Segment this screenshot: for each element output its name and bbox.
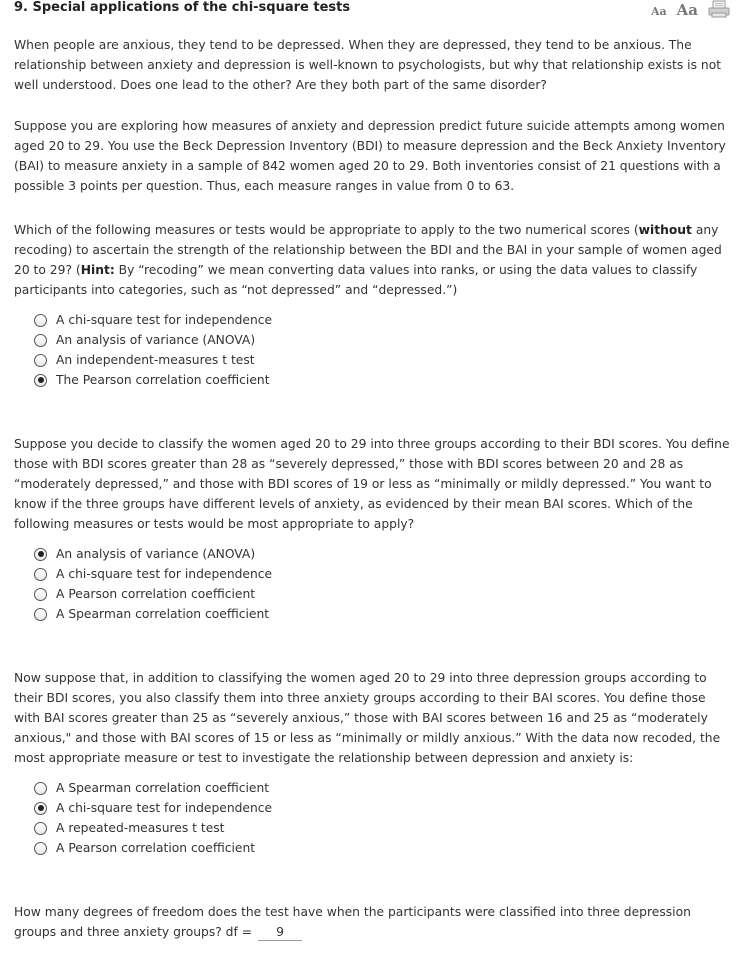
radio-button[interactable] (34, 782, 47, 795)
question-3-text: Now suppose that, in addition to classifying the women aged 20 to 29 into three depression groups according to their BDI scores, you also classify them into three anxiety groups according to their BAI scores. You define those with BAI scores greater than 25 as “severely anxious,” those with BAI scores between 16 and 25 as “moderately anxious," and those with BAI scores of 15 or less as “minimally or mildly anxious.” With the data now recoded, the most appropriate measure or test to investigate the relationship between depression and anxiety is: (14, 671, 721, 765)
q1-option[interactable] (34, 350, 434, 370)
intro-paragraph: When people are anxious, they tend to be depressed. When they are depressed, they tend to be anxious. The relationship between anxiety and depression is well-known to psychologists, but why that relationship exists is not well understood. Does one lead to the other? Are they both part of the same disorder? (14, 38, 722, 92)
setup-paragraph: Suppose you are exploring how measures of anxiety and depression predict future suicide attempts among women aged 20 to 29. You use the Beck Depression Inventory (BDI) to measure depression and the Beck Anxiety Inventory (BAI) to measure anxiety in a sample of 842 women aged 20 to 29. Both inventories consist of 21 questions with a possible 3 points per question. Thus, each measure ranges in value from 0 to 63. (14, 119, 726, 193)
option-label: The Pearson correlation coefficient (56, 373, 270, 387)
radio-button-selected[interactable] (34, 802, 47, 815)
option-label: An analysis of variance (ANOVA) (56, 547, 256, 561)
radio-button[interactable] (34, 568, 47, 581)
df-answer-input[interactable]: 9 (258, 924, 302, 941)
increase-font-button[interactable]: Aa (676, 1, 698, 19)
q1-option[interactable] (34, 330, 434, 350)
question-2-text: Suppose you decide to classify the women aged 20 to 29 into three groups according to their BDI scores. You define those with BDI scores greater than 28 as “severely depressed,” those with BDI scores between 20 and 28 as “moderately depressed,” and those with BDI scores of 19 or less as “minimally or mildly depressed.” You want to know if the three groups have different levels of anxiety, as evidenced by their mean BAI scores. Which of the following measures or tests would be most appropriate to apply? (14, 437, 730, 531)
radio-button[interactable] (34, 822, 47, 835)
page-title: 9. Special applications of the chi-square tests (14, 0, 351, 15)
q2-option[interactable] (34, 544, 434, 564)
radio-button[interactable] (34, 588, 47, 601)
radio-button-selected[interactable] (34, 374, 47, 387)
question-3-options (34, 778, 434, 858)
question-4-text (14, 902, 734, 942)
q3-option[interactable] (34, 778, 434, 798)
q1-bold-hint: Hint: (80, 263, 115, 277)
question-1-text (14, 220, 734, 300)
option-label: A chi-square test for independence (56, 567, 273, 581)
print-icon[interactable] (708, 0, 730, 21)
q4-prompt: How many degrees of freedom does the test have when the participants were classified into three depression groups and three anxiety groups? df = (14, 905, 691, 939)
q1-option[interactable] (34, 310, 434, 330)
radio-button[interactable] (34, 842, 47, 855)
option-label: A repeated-measures t test (56, 821, 225, 835)
radio-button[interactable] (34, 608, 47, 621)
q3-option[interactable] (34, 818, 434, 838)
font-tools (651, 0, 730, 20)
option-label: A Spearman correlation coefficient (56, 607, 270, 621)
option-label: A Spearman correlation coefficient (56, 781, 270, 795)
option-label: An independent-measures t test (56, 353, 255, 367)
radio-button[interactable] (34, 334, 47, 347)
q3-option[interactable] (34, 798, 434, 818)
option-label: An analysis of variance (ANOVA) (56, 333, 256, 347)
option-label: A Pearson correlation coefficient (56, 587, 256, 601)
question-2-options (34, 544, 434, 624)
option-label: A chi-square test for independence (56, 313, 273, 327)
q2-option[interactable] (34, 604, 434, 624)
q1-text-c: By “recoding” we mean converting data values into ranks, or using the data values to classify participants into categories, such as “not depressed” and “depressed.”) (14, 263, 698, 297)
option-label: A chi-square test for independence (56, 801, 273, 815)
q2-option[interactable] (34, 584, 434, 604)
radio-button[interactable] (34, 354, 47, 367)
question-1-options (34, 310, 434, 390)
q1-bold-without: without (638, 223, 692, 237)
q3-option[interactable] (34, 838, 434, 858)
q2-option[interactable] (34, 564, 434, 584)
decrease-font-button[interactable]: Aa (650, 5, 667, 18)
q1-text-b: any recoding) to ascertain the strength of the relationship between the BDI and the BAI in your sample of women aged 20 to 29? ( (14, 223, 722, 277)
q1-option[interactable] (34, 370, 434, 390)
q1-text-a: Which of the following measures or tests would be appropriate to apply to the two numerical scores ( (14, 223, 639, 237)
option-label: A Pearson correlation coefficient (56, 841, 256, 855)
radio-button-selected[interactable] (34, 548, 47, 561)
radio-button[interactable] (34, 314, 47, 327)
